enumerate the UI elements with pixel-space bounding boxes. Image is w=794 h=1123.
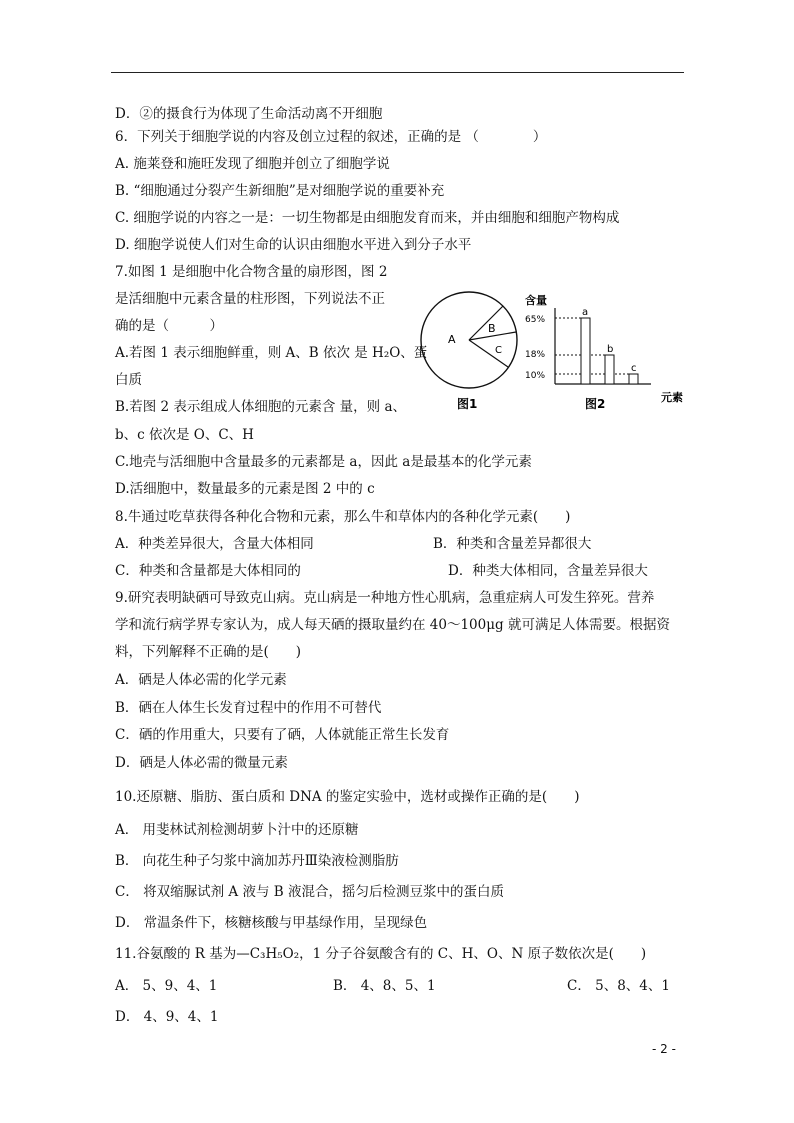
bar-label-c: c [631, 363, 637, 374]
q6-option-d: D. 细胞学说使人们对生命的认识由细胞水平进入到分子水平 [115, 237, 472, 253]
q8-option-c: C．种类和含量都是大体相同的 [115, 563, 301, 579]
page-number: - 2 - [652, 1042, 676, 1056]
y-axis-label: 含量 [525, 294, 547, 307]
q10-option-d: D． 常温条件下，核糖核酸与甲基绿作用，呈现绿色 [115, 915, 428, 931]
q9-stem-3: 料，下列解释不正确的是( ) [115, 644, 302, 660]
q8-stem: 8.牛通过吃草获得各种化合物和元素，那么牛和草体内的各种化学元素( ) [115, 509, 571, 525]
pie-label-a: A [448, 333, 456, 346]
q8-option-b: B．种类和含量差异都很大 [433, 536, 592, 552]
q8-option-d: D．种类大体相同，含量差异很大 [448, 563, 648, 579]
tick-label-18: 18% [525, 350, 546, 360]
q7-option-a-cont: 白质 [115, 372, 142, 388]
q9-stem-1: 9.研究表明缺硒可导致克山病。克山病是一种地方性心肌病，急重症病人可发生猝死。营养 [115, 590, 655, 606]
bar-a [581, 318, 590, 384]
figure1-pie-chart [415, 288, 525, 416]
q6-option-a: A. 施莱登和施旺发现了细胞并创立了细胞学说 [115, 156, 390, 172]
q7-option-c: C.地壳与活细胞中含量最多的元素都是 a，因此 a是最基本的化学元素 [115, 454, 532, 470]
bar-c [629, 374, 638, 384]
q9-option-c: C．硒的作用重大，只要有了硒，人体就能正常生长发育 [115, 727, 450, 743]
q7-option-a: A.若图 1 表示细胞鲜重，则 A、B 依次 是 H₂O、蛋 [115, 345, 428, 361]
q7-option-d: D.活细胞中，数量最多的元素是图 2 中的 c [115, 481, 375, 497]
q7-stem-3: 确的是（ ） [115, 318, 223, 334]
pie-label-b: B [488, 322, 496, 335]
figure2-caption: 图2 [585, 397, 606, 411]
x-axis-label: 元素 [661, 391, 683, 404]
q10-stem: 10.还原糖、脂肪、蛋白质和 DNA 的鉴定实验中，选材或操作正确的是( ) [115, 789, 580, 805]
q10-option-c: C． 将双缩脲试剂 A 液与 B 液混合，摇匀后检测豆浆中的蛋白质 [115, 884, 504, 900]
q6-stem: 6．下列关于细胞学说的内容及创立过程的叙述，正确的是 （ ） [115, 129, 547, 145]
q9-option-a: A．硒是人体必需的化学元素 [115, 672, 287, 688]
q10-option-a: A． 用斐林试剂检测胡萝卜汁中的还原糖 [115, 822, 359, 838]
pie-divider-ca [469, 340, 508, 367]
q5-option-d: D．②的摄食行为体现了生命活动离不开细胞 [115, 106, 383, 122]
bar-label-a: a [582, 307, 589, 318]
q11-option-c: C． 5、8、4、1 [567, 978, 670, 994]
q9-stem-2: 学和流行病学界专家认为，成人每天硒的摄取量约在 40～100μg 就可满足人体需要。根据资 [115, 617, 670, 633]
q7-option-b-cont: b、c 依次是 O、C、H [115, 427, 254, 443]
q11-stem: 11.谷氨酸的 R 基为—C₃H₅O₂，1 分子谷氨酸含有的 C、H、O、N 原子数依次是( ) [115, 946, 647, 962]
q6-option-c: C. 细胞学说的内容之一是：一切生物都是由细胞发育而来，并由细胞和细胞产物构成 [115, 210, 620, 226]
q6-option-b: B. “细胞通过分裂产生新细胞”是对细胞学说的重要补充 [115, 183, 445, 199]
q7-stem-2: 是活细胞中元素含量的柱形图，下列说法不正 [115, 291, 385, 307]
q9-option-b: B．硒在人体生长发育过程中的作用不可替代 [115, 700, 382, 716]
q8-option-a: A．种类差异很大，含量大体相同 [115, 536, 314, 552]
q9-option-d: D．硒是人体必需的微量元素 [115, 755, 288, 771]
tick-label-65: 65% [525, 315, 546, 325]
q11-option-a: A． 5、9、4、1 [115, 978, 218, 994]
pie-label-c: C [495, 345, 502, 356]
tick-label-10: 10% [525, 371, 546, 381]
bar-b [605, 355, 614, 384]
bar-label-b: b [607, 344, 614, 355]
q7-stem-1: 7.如图 1 是细胞中化合物含量的扇形图，图 2 [115, 264, 388, 280]
q11-option-b: B． 4、8、5、1 [333, 978, 436, 994]
q11-option-d: D． 4、9、4、1 [115, 1009, 219, 1025]
q7-option-b: B.若图 2 表示组成人体细胞的元素含 量，则 a、 [115, 399, 407, 415]
figure1-caption: 图1 [457, 397, 478, 411]
figure2-bar-chart [523, 288, 693, 416]
q10-option-b: B． 向花生种子匀浆中滴加苏丹Ⅲ染液检测脂肪 [115, 853, 399, 869]
header-rule [111, 72, 684, 73]
